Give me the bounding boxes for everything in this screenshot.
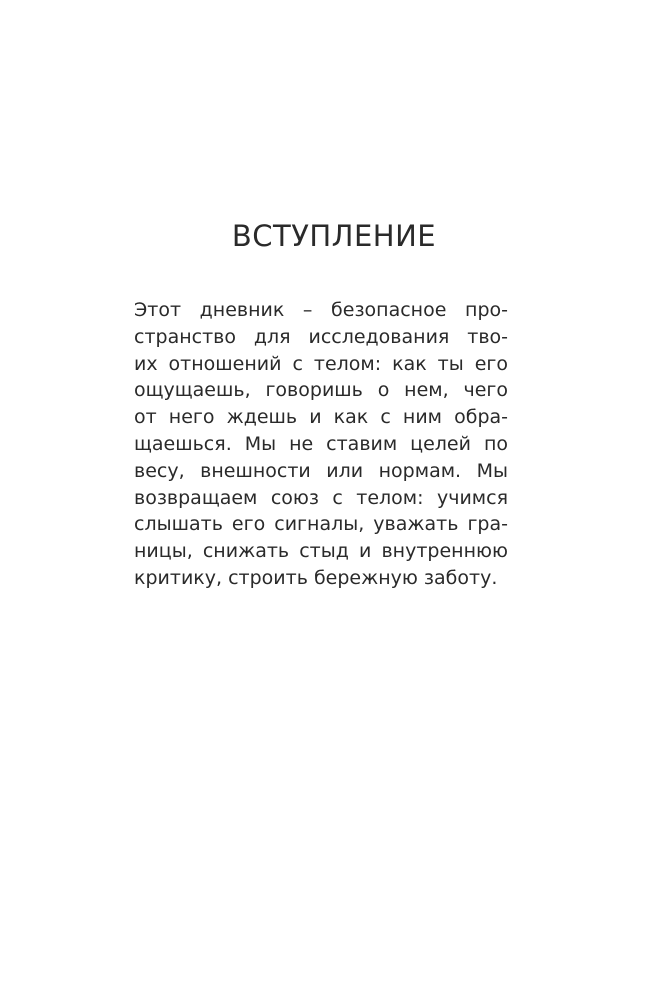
page-title: ВСТУПЛЕНИЕ (231, 219, 437, 253)
paragraph-line: от него ждешь и как с ним обра- (134, 406, 508, 429)
intro-paragraph (134, 297, 508, 592)
paragraph-line: возвращаем союз с телом: учимся (134, 486, 508, 509)
paragraph-line: весу, внешности или нормам. Мы (134, 459, 508, 482)
paragraph-line: Этот дневник – безопасное про- (134, 299, 508, 321)
paragraph-line: слышать его сигналы, уважать гра- (134, 513, 508, 536)
paragraph-line: ницы, снижать стыд и внутреннюю (134, 540, 508, 563)
paragraph-line: их отношений с телом: как ты его (134, 352, 508, 375)
paragraph-line: щаешься. Мы не ставим целей по (134, 432, 508, 455)
paragraph-line: ощущаешь, говоришь о нем, чего (134, 379, 508, 402)
paragraph-line: критику, строить бережную заботу. (134, 566, 498, 589)
paragraph-line: странство для исследования тво- (134, 325, 508, 348)
